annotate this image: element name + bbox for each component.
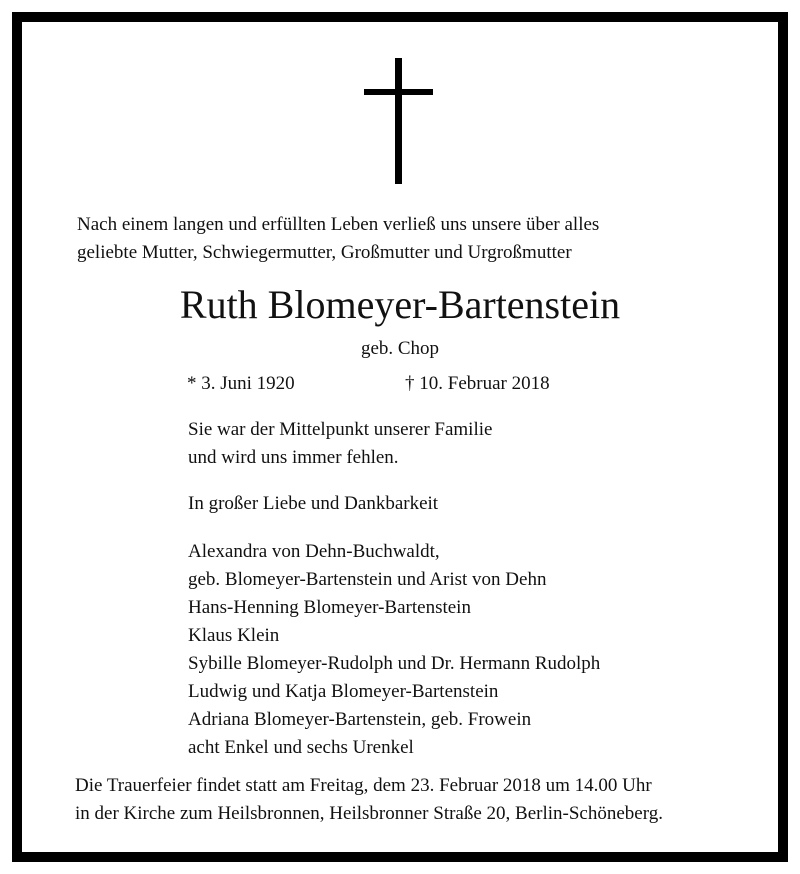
tribute-closing: In großer Liebe und Dankbarkeit	[188, 493, 439, 514]
family-member: Sybille Blomeyer-Rudolph und Dr. Hermann Rudolph	[188, 653, 601, 674]
family-member: acht Enkel und sechs Urenkel	[188, 737, 414, 758]
tribute-line-2: und wird uns immer fehlen.	[188, 447, 399, 468]
family-member: geb. Blomeyer-Bartenstein und Arist von Dehn	[188, 569, 547, 590]
intro-line-1: Nach einem langen und erfüllten Leben verließ uns unsere über alles	[77, 214, 600, 235]
deceased-name: Ruth Blomeyer-Bartenstein	[179, 282, 621, 327]
birth-date: * 3. Juni 1920	[187, 373, 295, 394]
birth-name: geb. Chop	[360, 338, 440, 359]
intro-line-2: geliebte Mutter, Schwiegermutter, Großmutter und Urgroßmutter	[77, 242, 572, 263]
family-member: Alexandra von Dehn-Buchwaldt,	[188, 541, 440, 562]
death-date: † 10. Februar 2018	[405, 373, 550, 394]
family-member: Ludwig und Katja Blomeyer-Bartenstein	[188, 681, 499, 702]
family-member: Klaus Klein	[188, 625, 280, 646]
tribute-line-1: Sie war der Mittelpunkt unserer Familie	[188, 419, 493, 440]
family-member: Adriana Blomeyer-Bartenstein, geb. Frowein	[188, 709, 532, 730]
service-line-1: Die Trauerfeier findet statt am Freitag, dem 23. Februar 2018 um 14.00 Uhr	[75, 775, 652, 796]
family-member: Hans-Henning Blomeyer-Bartenstein	[188, 597, 471, 618]
service-line-2: in der Kirche zum Heilsbronnen, Heilsbronner Straße 20, Berlin-Schöneberg.	[75, 803, 663, 824]
